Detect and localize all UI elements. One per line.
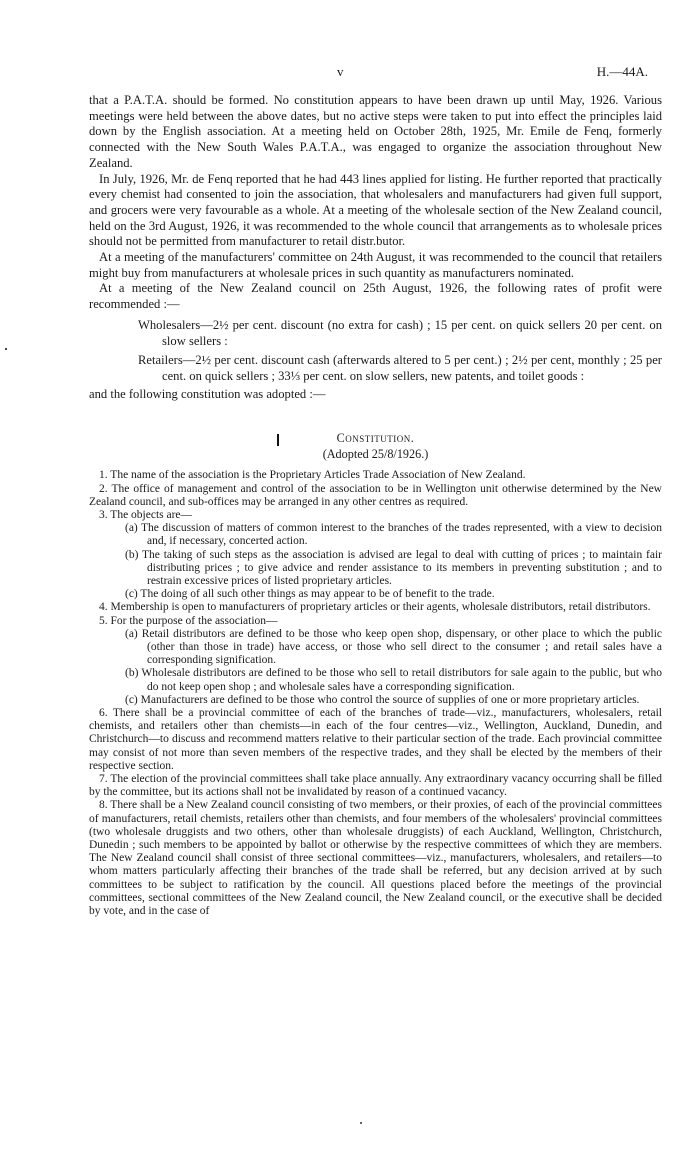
sub-clause: (a) The discussion of matters of common interest to the branches of the trades represented, with a view to decision and, if necessary, concerted action. [125, 522, 662, 548]
constitution-heading-block [89, 430, 662, 462]
intro-paragraph: At a meeting of the New Zealand council on 25th August, 1926, the following rates of profit were recommended :— [89, 281, 662, 312]
constitution-clauses [89, 469, 662, 918]
sub-clause: (c) The doing of all such other things as may appear to be of benefit to the trade. [125, 588, 495, 601]
intro-paragraph: At a meeting of the manufacturers' committee on 24th August, it was recommended to the council that retailers might buy from manufacturers at wholesale prices in such quantity as manufacturers nominated. [89, 250, 662, 280]
intro-paragraph: In July, 1926, Mr. de Fenq reported that he had 443 lines applied for listing. He further reported that practically every chemist had consented to join the association, that wholesalers and manufacturers had given full support, and grocers were very favourable as a whole. At a meeting of the wholesale section of the New Zealand council, held on the 3rd August, 1926, it was recommended to the whole council that arrangements as to wholesale prices should not be permitted from manufacturer to retail distr.butor. [89, 171, 662, 249]
sub-clause: (a) Retail distributors are defined to be those who keep open shop, dispensary, or other place to which the public (other than those in trade) have access, or those who sell direct to the consumer ; and retail sales have a corresponding signification. [125, 627, 662, 667]
constitution-heading: Constitution. [336, 431, 415, 446]
document-reference: H.—44A. [596, 64, 648, 79]
clause: 7. The election of the provincial committees shall take place annually. Any extraordinary vacancy occurring shall be filled by the committee, but its actions shall not be invalidated by reason of a continued vacancy. [89, 773, 662, 799]
page-number: v [337, 64, 344, 79]
adopted-date: (Adopted 25/8/1926.) [322, 447, 429, 462]
sub-clause: (c) Manufacturers are defined to be those who control the source of supplies of one or more proprietary articles. [125, 693, 640, 706]
clause: 6. There shall be a provincial committee of each of the branches of trade—viz., manufacturers, wholesalers, retail chemists, and retailers other than chemists—in each of the four centres—viz., Wellington, Auckland, Dunedin, and Christchurch—to discuss and recommend matters relative to their particular section of the trade. Each provincial committee may consist of not more than seven members of the respective trades, and they shall be elected by the members of their respective section. [89, 707, 662, 772]
adopted-line: and the following constitution was adopted :— [89, 386, 326, 401]
clause: 3. The objects are— [99, 508, 193, 521]
rate-retailers: Retailers—2½ per cent. discount cash (afterwards altered to 5 per cent.) ; 2½ per cent, monthly ; 25 per cent. on quick sellers ; 33⅓ per cent. on slow sellers, new patents, and toilet goods : [138, 353, 662, 383]
intro-section [89, 93, 662, 402]
page-header [0, 64, 700, 84]
sub-clause: (b) Wholesale distributors are defined to be those who sell to retail distributors for sale again to the public, but who do not keep open shop ; and wholesale sales have a corresponding signification. [125, 667, 662, 693]
clause: 8. There shall be a New Zealand council consisting of two members, or their proxies, of each of the provincial committees of manufacturers, retail chemists, retailers other than chemists, and four members of the wholesalers' provincial committees (two wholesale druggists and two others, other than wholesale druggists) of each Auckland, Wellington, Christchurch, Dunedin ; such members to be appointed by ballot or otherwise by the respective committees of which they are members. The New Zealand council shall consist of three sectional committees—viz., manufacturers, wholesalers, and retailers—to whom matters particularly affecting their branches of the trade shall be referred, but any decision arrived at by such committees to be subject to ratification by the council. All questions placed before the meetings of the provincial committees, sectional committees of the New Zealand council, the New Zealand council, or the executive shall be decided by vote, and in the case of [89, 799, 662, 918]
page-mark [360, 1122, 362, 1124]
clause: 5. For the purpose of the association— [99, 614, 278, 627]
clause: 2. The office of management and control of the association to be in Wellington unit otherwise determined by the New Zealand council, and sub-offices may be arranged in any other centres as required. [89, 482, 662, 508]
intro-paragraph: that a P.A.T.A. should be formed. No constitution appears to have been drawn up until May, 1926. Various meetings were held between the above dates, but no active steps were taken to put into effect the principles laid down by the English association. At a meeting held on October 28th, 1925, Mr. Emile de Fenq, formerly connected with the New South Wales P.A.T.A., was engaged to organize the association throughout New Zealand. [89, 93, 662, 170]
clause: 1. The name of the association is the Proprietary Articles Trade Association of New Zealand. [99, 469, 526, 482]
clause: 4. Membership is open to manufacturers of proprietary articles or their agents, wholesale distributors, retail distributors. [99, 601, 651, 614]
sub-clause: (b) The taking of such steps as the association is advised are legal to deal with cutting of prices ; to maintain fair distributing prices ; to give advice and render assistance to its members in preventing substitution ; and to restrain excessive prices of listed proprietary articles. [125, 548, 662, 587]
document-body [89, 93, 662, 918]
margin-mark [5, 348, 7, 350]
rate-wholesalers: Wholesalers—2½ per cent. discount (no extra for cash) ; 15 per cent. on quick sellers 20 per cent. on slow sellers : [138, 317, 662, 348]
